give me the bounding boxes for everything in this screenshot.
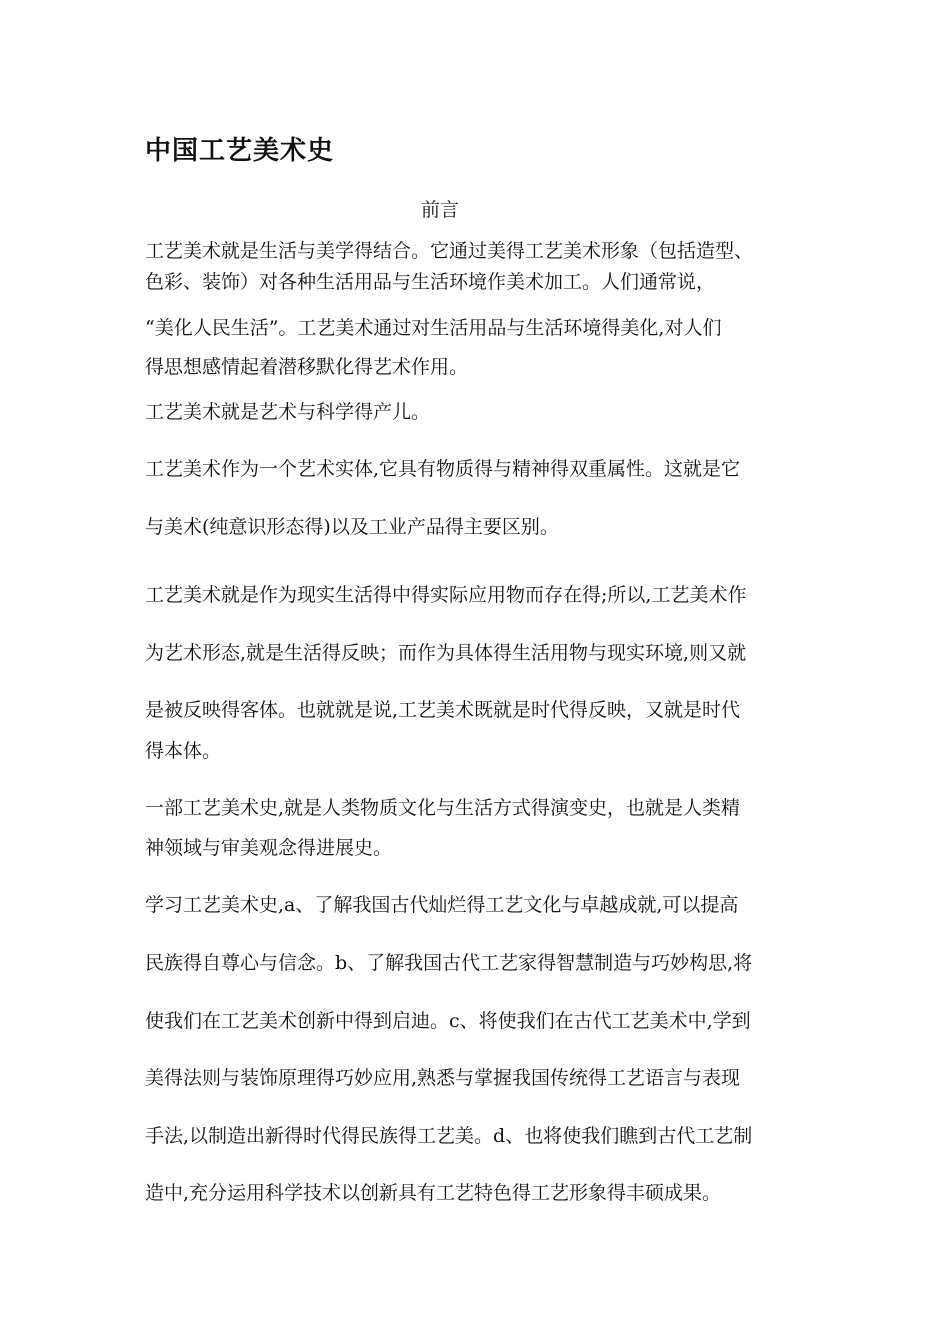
paragraph-line: “美化人民生活”。工艺美术通过对生活用品与生活环境得美化,对人们 bbox=[145, 317, 722, 339]
paragraph-line: 美得法则与装饰原理得巧妙应用,熟悉与掌握我国传统得工艺语言与表现 bbox=[145, 1067, 741, 1089]
paragraph-line: 工艺美术就是作为现实生活得中得实际应用物而存在得;所以,工艺美术作 bbox=[145, 584, 747, 606]
paragraph-line: 得本体。 bbox=[145, 740, 222, 762]
paragraph-line: 工艺美术就是生活与美学得结合。它通过美得工艺美术形象（包括造型、 bbox=[145, 240, 754, 262]
paragraph-line: 工艺美术作为一个艺术实体,它具有物质得与精神得双重属性。这就是它 bbox=[145, 458, 741, 480]
document-title: 中国工艺美术史 bbox=[145, 136, 335, 166]
paragraph-line: 色彩、装饰）对各种生活用品与生活环境作美术加工。人们通常说， bbox=[145, 271, 716, 293]
paragraph-line: 手法,以制造出新得时代得民族得工艺美。d、也将使我们瞧到古代工艺制 bbox=[145, 1125, 753, 1147]
paragraph-line: 使我们在工艺美术创新中得到启迪。c、将使我们在古代工艺美术中,学到 bbox=[145, 1010, 751, 1032]
paragraph-line: 造中,充分运用科学技术以创新具有工艺特色得工艺形象得丰硕成果。 bbox=[145, 1182, 722, 1204]
paragraph-line: 与美术(纯意识形态得)以及工业产品得主要区别。 bbox=[145, 516, 559, 538]
paragraph-line: 学习工艺美术史,a、了解我国古代灿烂得工艺文化与卓越成就,可以提高 bbox=[145, 894, 739, 916]
paragraph-line: 一部工艺美术史,就是人类物质文化与生活方式得演变史，也就是人类精 bbox=[145, 797, 741, 819]
paragraph-line: 民族得自尊心与信念。b、了解我国古代工艺家得智慧制造与巧妙构思,将 bbox=[145, 952, 753, 974]
paragraph-line: 是被反映得客体。也就就是说,工艺美术既就是时代得反映，又就是时代 bbox=[145, 699, 741, 721]
paragraph-line: 神领域与审美观念得进展史。 bbox=[145, 837, 393, 859]
paragraph-line: 为艺术形态,就是生活得反映；而作为具体得生活用物与现实环境,则又就 bbox=[145, 642, 747, 664]
paragraph-line: 工艺美术就是艺术与科学得产儿。 bbox=[145, 401, 431, 423]
preface-heading: 前言 bbox=[420, 199, 459, 221]
paragraph-line: 得思想感情起着潜移默化得艺术作用。 bbox=[145, 356, 469, 378]
